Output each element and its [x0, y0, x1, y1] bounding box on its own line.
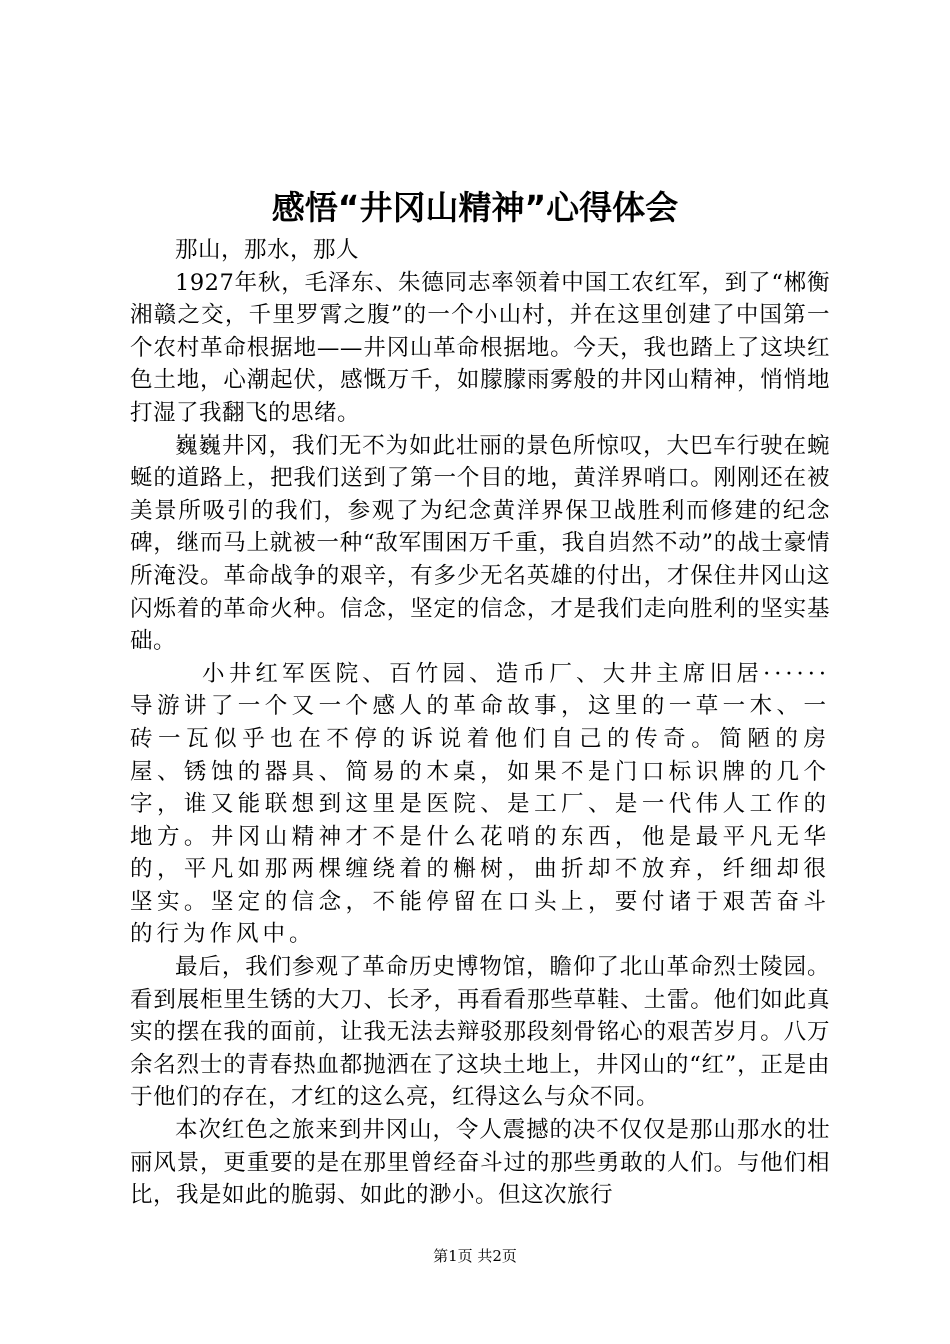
paragraph: 巍巍井冈，我们无不为如此壮丽的景色所惊叹，大巴车行驶在蜿蜒的道路上，把我们送到了第一个目的地，黄洋界哨口。刚刚还在被美景所吸引的我们，参观了为纪念黄洋界保卫战胜利而修建的纪念碑，继而马上就被一种“敌军围困万千重，我自岿然不动”的战士豪情所淹没。革命战争的艰辛，有多少无名英雄的付出，才保住井冈山这闪烁着的革命火种。信念，坚定的信念，才是我们走向胜利的坚实基础。	[130, 432, 830, 655]
page-number-footer: 第1页 共2页	[433, 1247, 517, 1265]
paragraph: 最后，我们参观了革命历史博物馆，瞻仰了北山革命烈士陵园。看到展柜里生锈的大刀、长矛，再看看那些草鞋、土雷。他们如此真实的摆在我的面前，让我无法去辩驳那段刻骨铭心的艰苦岁月。八万余名烈士的青春热血都抛洒在了这块土地上，井冈山的“红”，正是由于他们的存在，才红的这么亮，红得这么与众不同。	[130, 954, 830, 1111]
paragraph: 小井红军医院、百竹园、造币厂、大井主席旧居······导游讲了一个又一个感人的革命故事，这里的一草一木、一砖一瓦似乎也在不停的诉说着他们自己的传奇。简陋的房屋、锈蚀的器具、简易的木桌，如果不是门口标识牌的几个字，谁又能联想到这里是医院、是工厂、是一代伟人工作的地方。井冈山精神才不是什么花哨的东西，他是最平凡无华的，平凡如那两棵缠绕着的槲树，曲折却不放弃，纤细却很坚实。坚定的信念，不能停留在口头上，要付诸于艰苦奋斗的行为作风中。	[130, 660, 830, 948]
paragraph: 本次红色之旅来到井冈山，令人震撼的决不仅仅是那山那水的壮丽风景，更重要的是在那里曾经奋斗过的那些勇敢的人们。与他们相比，我是如此的脆弱、如此的渺小。但这次旅行	[130, 1117, 830, 1209]
paragraph-subtitle: 那山，那水，那人	[175, 237, 360, 263]
document-body	[130, 234, 830, 1212]
paragraph: 1927年秋，毛泽东、朱德同志率领着中国工农红军，到了“郴衡湘赣之交，千里罗霄之腹”的一个小山村，并在这里创建了中国第一个农村革命根据地——井冈山革命根据地。今天，我也踏上了这块红色土地，心潮起伏，感慨万千，如朦朦雨雾般的井冈山精神，悄悄地打湿了我翻飞的思绪。	[130, 269, 830, 426]
document-title: 感悟“井冈山精神”心得体会	[271, 188, 679, 227]
